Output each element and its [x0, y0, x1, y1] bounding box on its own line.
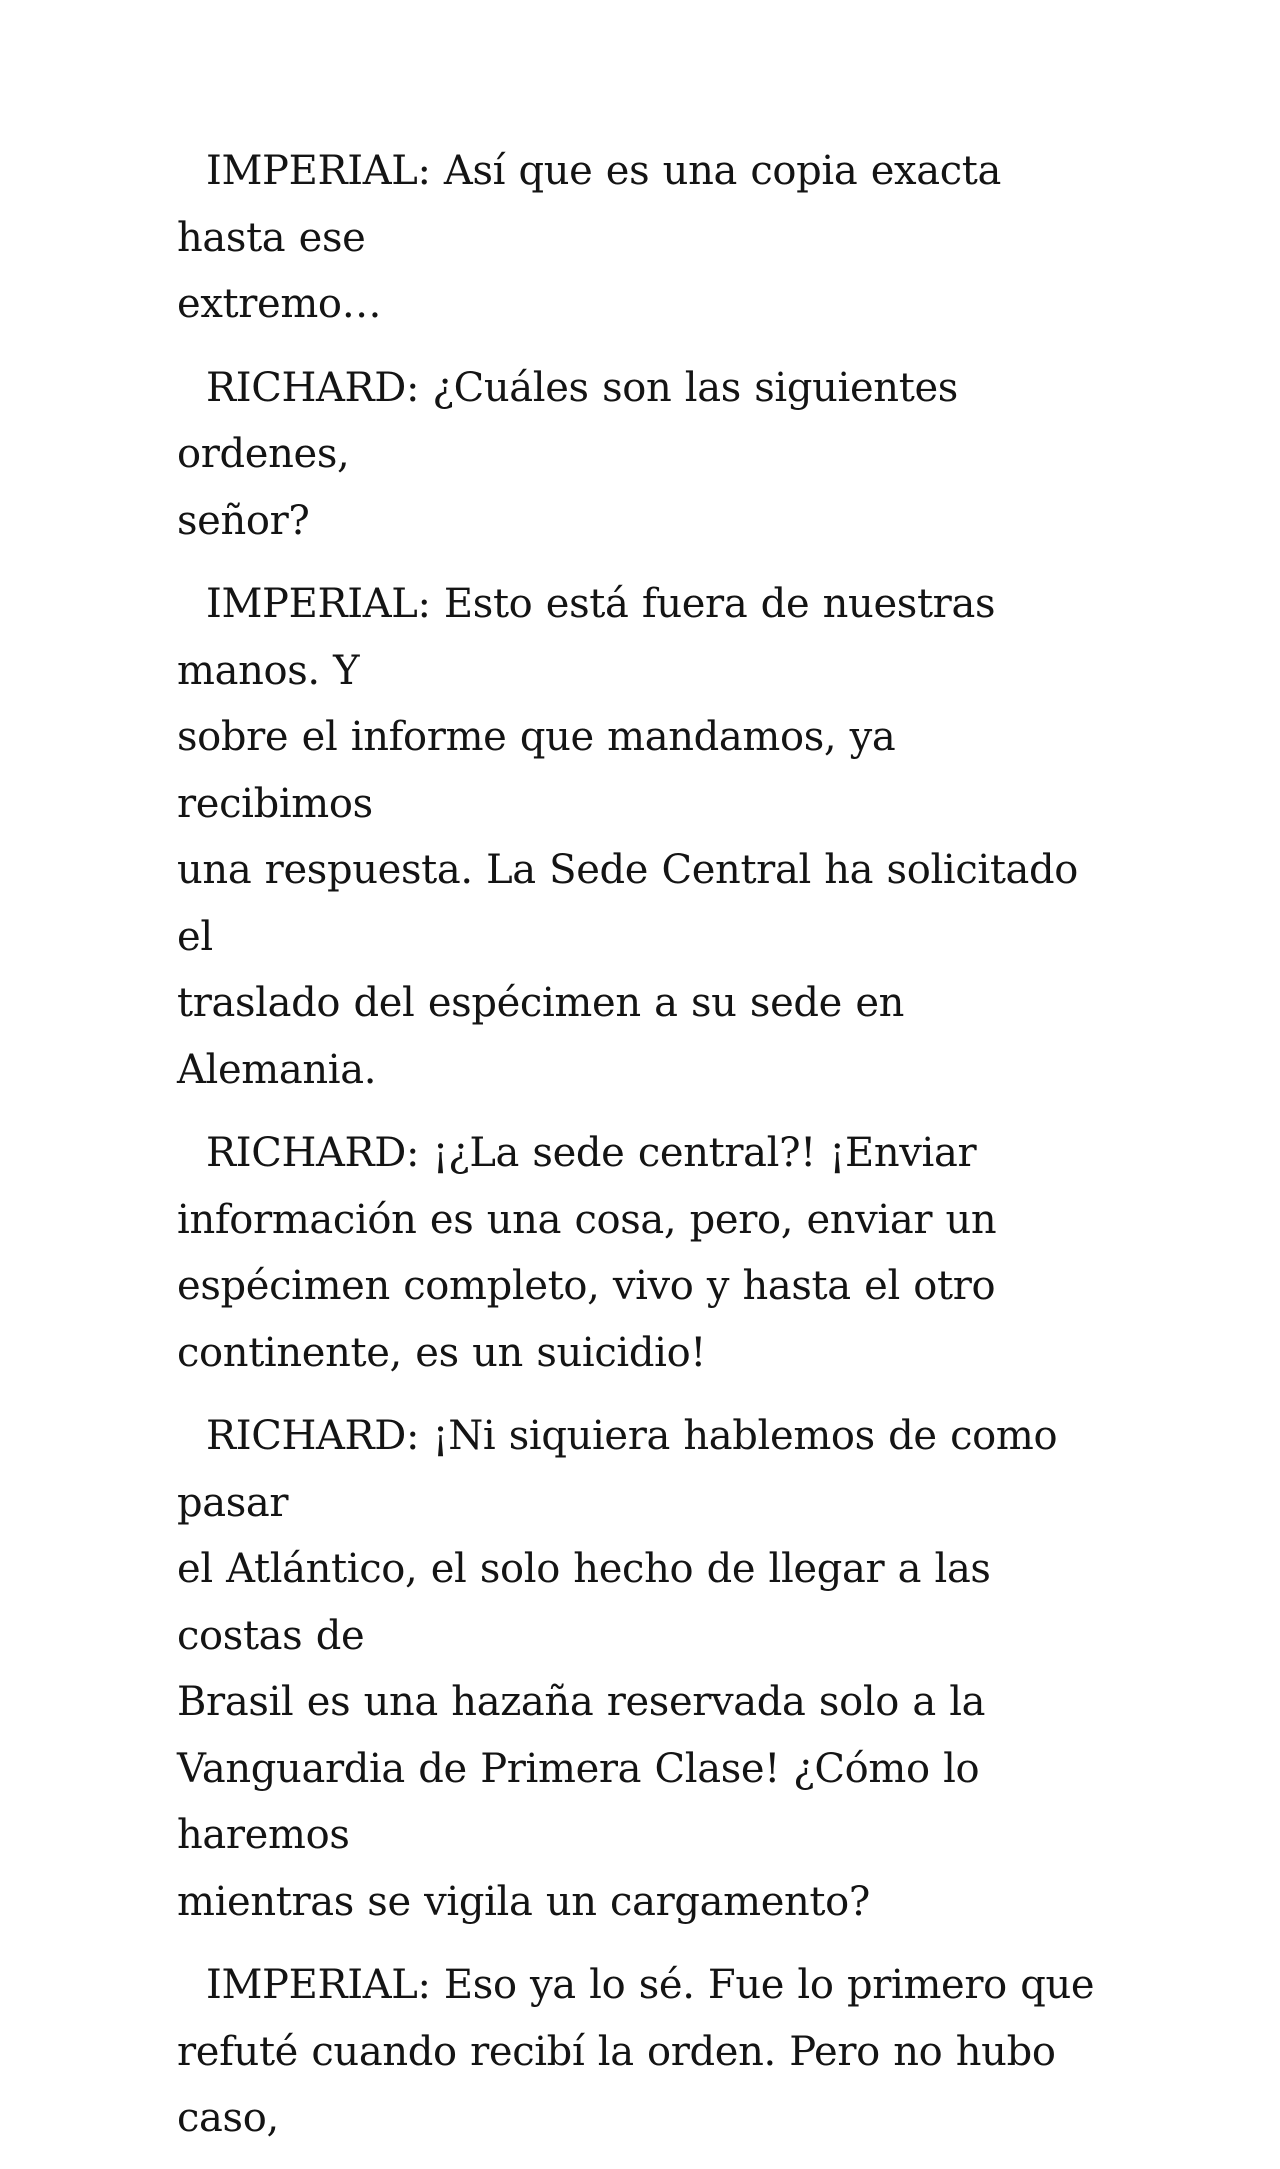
text-line: continente, es un suicidio! [177, 1329, 707, 1376]
text-line: refuté cuando recibí la orden. Pero no hubo caso, [177, 2028, 1056, 2141]
text-line: IMPERIAL: Esto está fuera de nuestras manos. Y [177, 581, 996, 694]
text-line: mientras se vigila un cargamento? [177, 1878, 870, 1925]
text-line: el Atlántico, el solo hecho de llegar a las costas de [177, 1546, 991, 1659]
text-line: extremo… [177, 281, 382, 327]
text-line: una respuesta. La Sede Central ha solicitado el [177, 847, 1079, 960]
text-line: señor? [177, 497, 310, 544]
text-line: IMPERIAL: Eso ya lo sé. Fue lo primero que [206, 1962, 1095, 2008]
text-line: RICHARD: ¡¿La sede central?! ¡Enviar [206, 1130, 977, 1176]
paragraph-imperial-2 [177, 571, 1097, 1103]
paragraph-imperial-1 [177, 138, 1097, 338]
dialogue-text [177, 138, 1097, 2169]
paragraph-richard-2 [177, 1120, 1097, 1386]
text-line: traslado del espécimen a su sede en Alemania. [177, 980, 905, 1093]
paragraph-richard-1 [177, 355, 1097, 555]
text-line: Brasil es una hazaña reservada solo a la [177, 1679, 986, 1725]
text-line: Vanguardia de Primera Clase! ¿Cómo lo haremos [177, 1745, 980, 1858]
text-line: RICHARD: ¡Ni siquiera hablemos de como pasar [177, 1413, 1058, 1526]
text-line: IMPERIAL: Así que es una copia exacta hasta ese [177, 148, 1002, 261]
text-line: información es una cosa, pero, enviar un [177, 1196, 997, 1243]
paragraph-richard-3 [177, 1403, 1097, 1935]
text-line: espécimen completo, vivo y hasta el otro [177, 1263, 996, 1309]
paragraph-imperial-3 [177, 1952, 1097, 2152]
text-line: sobre el informe que mandamos, ya recibimos [177, 714, 896, 827]
text-line: RICHARD: ¿Cuáles son las siguientes ordenes, [177, 364, 958, 477]
